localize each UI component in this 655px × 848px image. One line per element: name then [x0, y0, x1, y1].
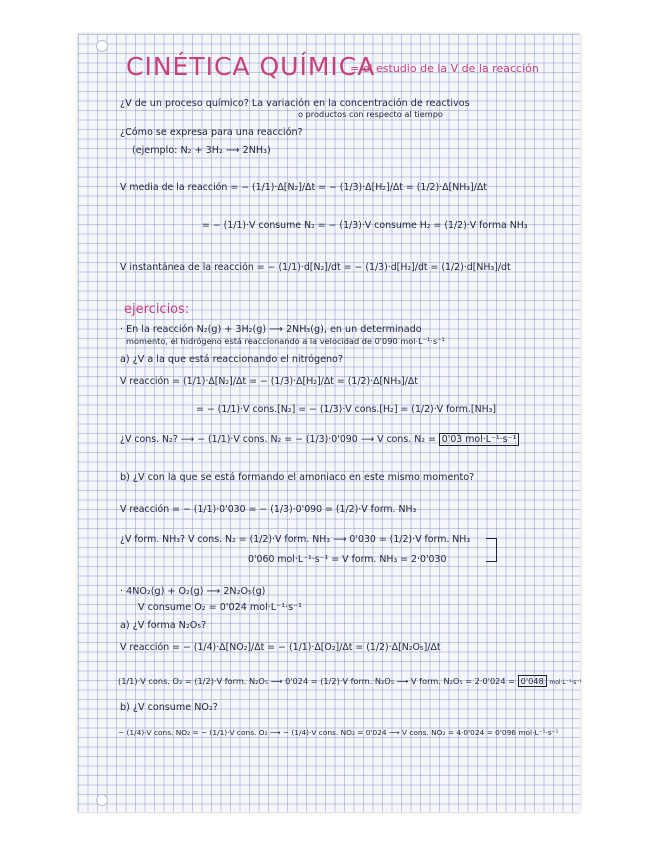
exercise-1-a-line-2: = − (1/1)·V cons.[N₂] = − (1/3)·V cons.[H₂] = (1/2)·V form.[NH₃]: [196, 404, 497, 415]
exercise-1-a-question: a) ¿V a la que está reaccionando el nitrógeno?: [120, 354, 344, 365]
exercise-1-a-derivation: ¿V cons. N₂? ⟶ − (1/1)·V cons. N₂ = − (1/3)·0'090 ⟶ V cons. N₂ =: [120, 434, 436, 445]
exercise-2-a-answer: 0'048: [518, 675, 547, 687]
exercise-2-a-question: a) ¿V forma N₂O₅?: [120, 620, 207, 631]
exercise-2-statement: · 4NO₂(g) + O₂(g) ⟶ 2N₂O₅(g): [120, 586, 266, 597]
exercise-1-b-question: b) ¿V con la que se está formando el amoniaco en este mismo momento?: [120, 472, 475, 483]
exercise-1-a-answer: 0'03 mol·L⁻¹·s⁻¹: [439, 433, 519, 446]
equation-average-rate: V media de la reacción = − (1/1)·Δ[N₂]/Δt = − (1/3)·Δ[H₂]/Δt = (1/2)·Δ[NH₃]/Δt: [120, 182, 487, 193]
page-title: CINÉTICA QUÍMICA: [126, 52, 376, 81]
equation-instantaneous-rate: V instantánea de la reacción = − (1/1)·d[N₂]/dt = − (1/3)·d[H₂]/dt = (1/2)·d[NH₃]/dt: [120, 262, 511, 273]
exercise-2-a-derivation: (1/1)·V cons. O₂ = (1/2)·V form. N₂O₅ ⟶ 0'024 = (1/2)·V form. N₂O₅ ⟶ V form. N₂O₅ = 2·0'024 =: [118, 676, 516, 686]
binder-hole-bottom: [96, 794, 108, 806]
notebook-page: [78, 34, 580, 812]
equation-average-rate-consumption: = − (1/1)·V consume N₂ = − (1/3)·V consume H₂ = (1/2)·V forma NH₃: [202, 220, 528, 231]
exercise-2-given: V consume O₂ = 0'024 mol·L⁻¹·s⁻¹: [138, 602, 302, 613]
intro-question-1-continuation: o productos con respecto al tiempo: [298, 109, 443, 119]
exercise-1-a-line-1: V reacción = (1/1)·Δ[N₂]/Δt = − (1/3)·Δ[H₂]/Δt = (1/2)·Δ[NH₃]/Δt: [120, 376, 418, 387]
exercise-2-a-line-1: V reacción = − (1/4)·Δ[NO₂]/Δt = − (1/1)·Δ[O₂]/Δt = (1/2)·Δ[N₂O₅]/Δt: [120, 642, 441, 653]
exercise-1-a-line-3: [120, 434, 519, 445]
intro-question-1: ¿V de un proceso químico? La variación en la concentración de reactivos: [120, 98, 470, 109]
exercise-2-b-question: b) ¿V consume NO₂?: [120, 702, 218, 713]
intro-question-2: ¿Cómo se expresa para una reacción?: [120, 127, 303, 138]
exercise-1-b-line-1: V reacción = − (1/1)·0'030 = − (1/3)·0'090 = (1/2)·V form. NH₃: [120, 504, 417, 515]
page-subtitle: = el estudio de la V de la reacción: [350, 62, 539, 75]
exercise-2-b-line-1: − (1/4)·V cons. NO₂ = − (1/1)·V cons. O₂ ⟶ − (1/4)·V cons. NO₂ = 0'024 ⟶ V cons. NO₂ = 4·0'024 = 0'096 mol·L⁻¹·s⁻¹: [118, 728, 559, 737]
exercise-2-a-line-2: [118, 676, 582, 686]
exercises-heading: ejercicios:: [124, 302, 190, 317]
exercise-1-b-line-3: 0'060 mol·L⁻¹·s⁻¹ = V form. NH₃ = 2·0'030: [248, 554, 447, 565]
arrow-bracket: [486, 538, 497, 562]
exercise-1-statement: · En la reacción N₂(g) + 3H₂(g) ⟶ 2NH₃(g), en un determinado: [120, 324, 422, 335]
exercise-2-a-unit: mol·L⁻¹·s⁻¹: [549, 679, 582, 686]
exercise-1-statement-continuation: momento, el hidrógeno está reaccionando a la velocidad de 0'090 mol·L⁻¹·s⁻¹: [126, 336, 445, 346]
binder-hole-top: [96, 40, 108, 52]
example-reaction: (ejemplo: N₂ + 3H₂ ⟶ 2NH₃): [132, 145, 271, 156]
exercise-1-b-line-2: ¿V form. NH₃? V cons. N₂ = (1/2)·V form. NH₃ ⟶ 0'030 = (1/2)·V form. NH₃: [120, 534, 471, 545]
